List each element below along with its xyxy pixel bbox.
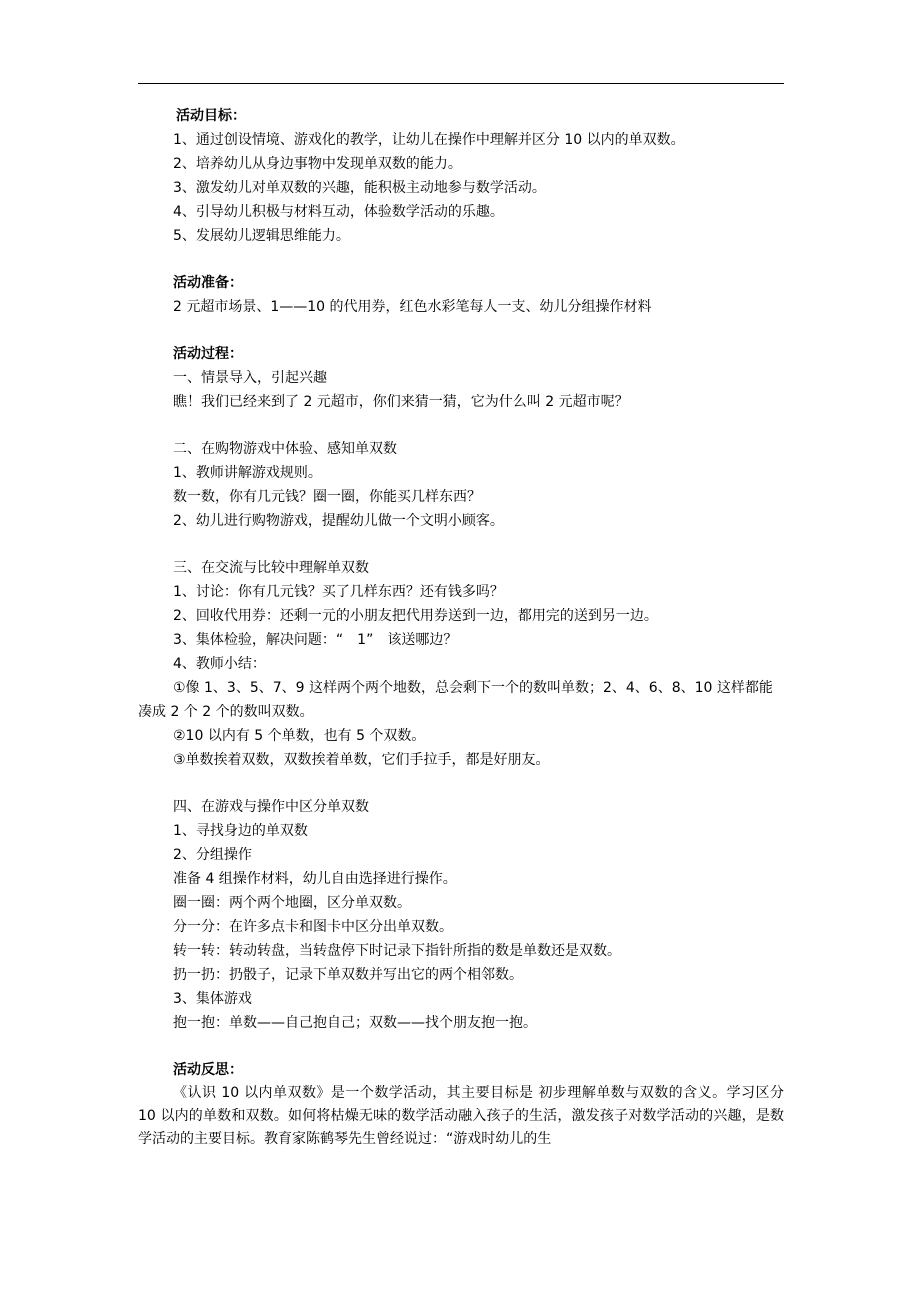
section-4-line: 抱一抱：单数——自己抱自己；双数——找个朋友抱一抱。: [173, 1015, 537, 1031]
goal-item: 3、激发幼儿对单双数的兴趣，能积极主动地参与数学活动。: [173, 180, 546, 196]
section-4-line: 分一分：在许多点卡和图卡中区分出单双数。: [173, 919, 453, 935]
section-4-line: 转一转：转动转盘，当转盘停下时记录下指针所指的数是单数还是双数。: [173, 943, 621, 959]
section-2-line: 2、幼儿进行购物游戏，提醒幼儿做一个文明小顾客。: [173, 513, 504, 529]
section-3-line: 4、教师小结：: [173, 656, 266, 672]
section-4-line: 圈一圈：两个两个地圈，区分单双数。: [173, 895, 411, 911]
goal-item: 4、引导幼儿积极与材料互动，体验数学活动的乐趣。: [173, 204, 504, 220]
section-4-line: 扔一扔：扔骰子，记录下单双数并写出它的两个相邻数。: [173, 967, 523, 983]
prep-heading: 活动准备：: [173, 275, 243, 291]
spacer: [138, 772, 784, 795]
section-1-title: 一、情景导入，引起兴趣: [173, 370, 327, 386]
reflection-heading: 活动反思：: [173, 1062, 243, 1078]
header-rule: [138, 83, 784, 84]
section-2-title: 二、在购物游戏中体验、感知单双数: [173, 441, 397, 457]
summary-item-2: ②10 以内有 5 个单数，也有 5 个双数。: [173, 728, 426, 744]
section-4-line: 2、分组操作: [173, 847, 252, 863]
spacer: [138, 1035, 784, 1058]
process-heading: 活动过程：: [173, 346, 243, 362]
section-3-line: 2、回收代用券：还剩一元的小朋友把代用券送到一边，都用完的送到另一边。: [173, 608, 658, 624]
section-4-title: 四、在游戏与操作中区分单双数: [173, 799, 369, 815]
section-2-line: 数一数，你有几元钱？圈一圈，你能买几样东西？: [173, 489, 481, 505]
spacer: [138, 533, 784, 556]
section-1-line: 瞧！我们已经来到了 2 元超市，你们来猜一猜，它为什么叫 2 元超市呢？: [173, 394, 629, 410]
summary-item-1: ①像 1、3、5、7、9 这样两个两个地数，总会剩下一个的数叫单数；2、4、6、8、10 这样都能凑成 2 个 2 个的数叫双数。: [138, 680, 773, 720]
prep-text: 2 元超市场景、1——10 的代用券，红色水彩笔每人一支、幼儿分组操作材料: [173, 299, 652, 315]
goal-item: 2、培养幼儿从身边事物中发现单双数的能力。: [173, 156, 462, 172]
section-3-line: 3、集体检验，解决问题：“ 1” 该送哪边？: [173, 632, 458, 648]
section-3-title: 三、在交流与比较中理解单双数: [173, 560, 369, 576]
document-body: [138, 104, 784, 1151]
spacer: [138, 319, 784, 342]
section-2-line: 1、教师讲解游戏规则。: [173, 465, 322, 481]
section-4-line: 3、集体游戏: [173, 991, 252, 1007]
section-4-line: 准备 4 组操作材料，幼儿自由选择进行操作。: [173, 871, 457, 887]
spacer: [138, 248, 784, 271]
spacer: [138, 414, 784, 437]
section-4-line: 1、寻找身边的单双数: [173, 823, 308, 839]
reflection-paragraph: 《认识 10 以内单双数》是一个数学活动，其主要目标是 初步理解单数与双数的含义。学习区分 10 以内的单数和双数。如何将枯燥无味的数学活动融入孩子的生活，激发孩子对数学活动的兴趣，是数学活动的主要目标。教育家陈鹤琴先生曾经说过：“游戏时幼儿的生: [138, 1085, 784, 1147]
goals-heading: 活动目标：: [176, 108, 246, 124]
summary-item-3: ③单数挨着双数，双数挨着单数，它们手拉手，都是好朋友。: [173, 752, 550, 768]
goal-item: 1、通过创设情境、游戏化的教学，让幼儿在操作中理解并区分 10 以内的单双数。: [173, 132, 685, 148]
section-3-line: 1、讨论：你有几元钱？买了几样东西？还有钱多吗？: [173, 584, 504, 600]
goal-item: 5、发展幼儿逻辑思维能力。: [173, 228, 350, 244]
